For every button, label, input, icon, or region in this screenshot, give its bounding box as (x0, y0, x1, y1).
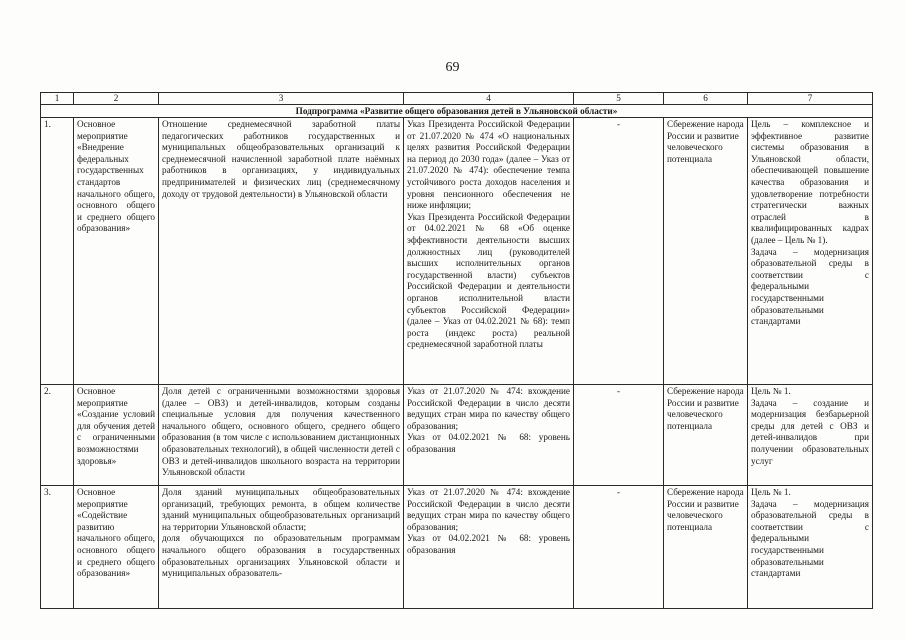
goal-cell: Сбережение народа России и развитие человеческого потенциала (664, 385, 748, 486)
row-number: 3. (41, 486, 74, 609)
page-number: 69 (445, 60, 460, 75)
row-number: 1. (41, 118, 74, 385)
target-cell: Цель № 1. Задача – модернизация образовательной среды в соответствии с федеральными государственными образовательными стандартами (748, 486, 873, 609)
column-number-row (41, 93, 873, 105)
decrees-cell: Указ от 21.07.2020 № 474: вхождение Российской Федерации в число десяти ведущих стран мира по качеству общего образования; Указ от 04.02.2021 № 68: уровень образования (404, 385, 574, 486)
measure-cell: Основное мероприятие «Создание условий для обучения детей с ограниченными возможностями здоровья» (74, 385, 159, 486)
subprogram-title: Подпрограмма «Развитие общего образования детей в Ульяновской области» (41, 105, 873, 118)
table-row (41, 385, 873, 486)
subprogram-row (41, 105, 873, 118)
col5-cell: - (574, 385, 664, 486)
col5-cell: - (574, 486, 664, 609)
target-cell: Цель – комплексное и эффективное развитие системы образования в Ульяновской области, обеспечивающей повышение качества образования и удовлетворение потребности стратегически важных отраслей в квалифицированных кадрах (далее – Цель № 1). Задача – модернизация образовательной среды в соответствии с федеральными государственными образовательными стандартами (748, 118, 873, 385)
column-number: 7 (748, 93, 873, 105)
row-number: 2. (41, 385, 74, 486)
measure-cell: Основное мероприятие «Внедрение федеральных государственных стандартов начального общего, основного общего и среднего общего образования» (74, 118, 159, 385)
decrees-cell: Указ Президента Российской Федерации от 21.07.2020 № 474 «О национальных целях развития Российской Федерации на период до 2030 года» (далее – Указ от 21.07.2020 № 474): обеспечение темпа устойчивого роста доходов населения и уровня пенсионного обеспечения не ниже инфляции; Указ Президента Российской Федерации от 04.02.2021 № 68 «Об оценке эффективности деятельности высших должностных лиц (руководителей высших исполнительных органов государственной власти) субъектов Российской Федерации и деятельности органов исполнительной власти субъектов Российской Федерации» (далее – Указ от 04.02.2021 № 68): темп роста (индекс роста) реальной среднемесячной заработной платы (404, 118, 574, 385)
indicator-cell: Отношение среднемесячной заработной платы педагогических работников государственных и муниципальных общеобразовательных организаций к среднемесячной начисленной заработной плате наёмных работников в организациях, у индивидуальных предпринимателей и физических лиц (среднемесячному доходу от трудовой деятельности) в Ульяновской области (159, 118, 404, 385)
column-number: 4 (404, 93, 574, 105)
col5-cell: - (574, 118, 664, 385)
column-number: 5 (574, 93, 664, 105)
measure-cell: Основное мероприятие «Содействие развитию начального общего, основного общего и среднего общего образования» (74, 486, 159, 609)
table-row (41, 118, 873, 385)
table-row (41, 486, 873, 609)
column-number: 3 (159, 93, 404, 105)
target-cell: Цель № 1. Задача – создание и модернизация безбарьерной среды для детей с ОВЗ и детей-инвалидов при получении образовательных услуг (748, 385, 873, 486)
column-number: 2 (74, 93, 159, 105)
program-table (40, 92, 873, 609)
column-number: 6 (664, 93, 748, 105)
goal-cell: Сбережение народа России и развитие человеческого потенциала (664, 486, 748, 609)
indicator-cell: Доля зданий муниципальных общеобразовательных организаций, требующих ремонта, в общем количестве зданий муниципальных общеобразовательных организаций на территории Ульяновской области; доля обучающихся по образовательным программам начального общего образования в государственных образовательных организациях Ульяновской области и муниципальных образователь- (159, 486, 404, 609)
indicator-cell: Доля детей с ограниченными возможностями здоровья (далее – ОВЗ) и детей-инвалидов, которым созданы специальные условия для получения качественного начального общего, основного общего, среднего общего образования (в том числе с использованием дистанционных образовательных технологий), в общей численности детей с ОВЗ и детей-инвалидов школьного возраста на территории Ульяновской области (159, 385, 404, 486)
goal-cell: Сбережение народа России и развитие человеческого потенциала (664, 118, 748, 385)
decrees-cell: Указ от 21.07.2020 № 474: вхождение Российской Федерации в число десяти ведущих стран мира по качеству общего образования; Указ от 04.02.2021 № 68: уровень образования (404, 486, 574, 609)
column-number: 1 (41, 93, 74, 105)
